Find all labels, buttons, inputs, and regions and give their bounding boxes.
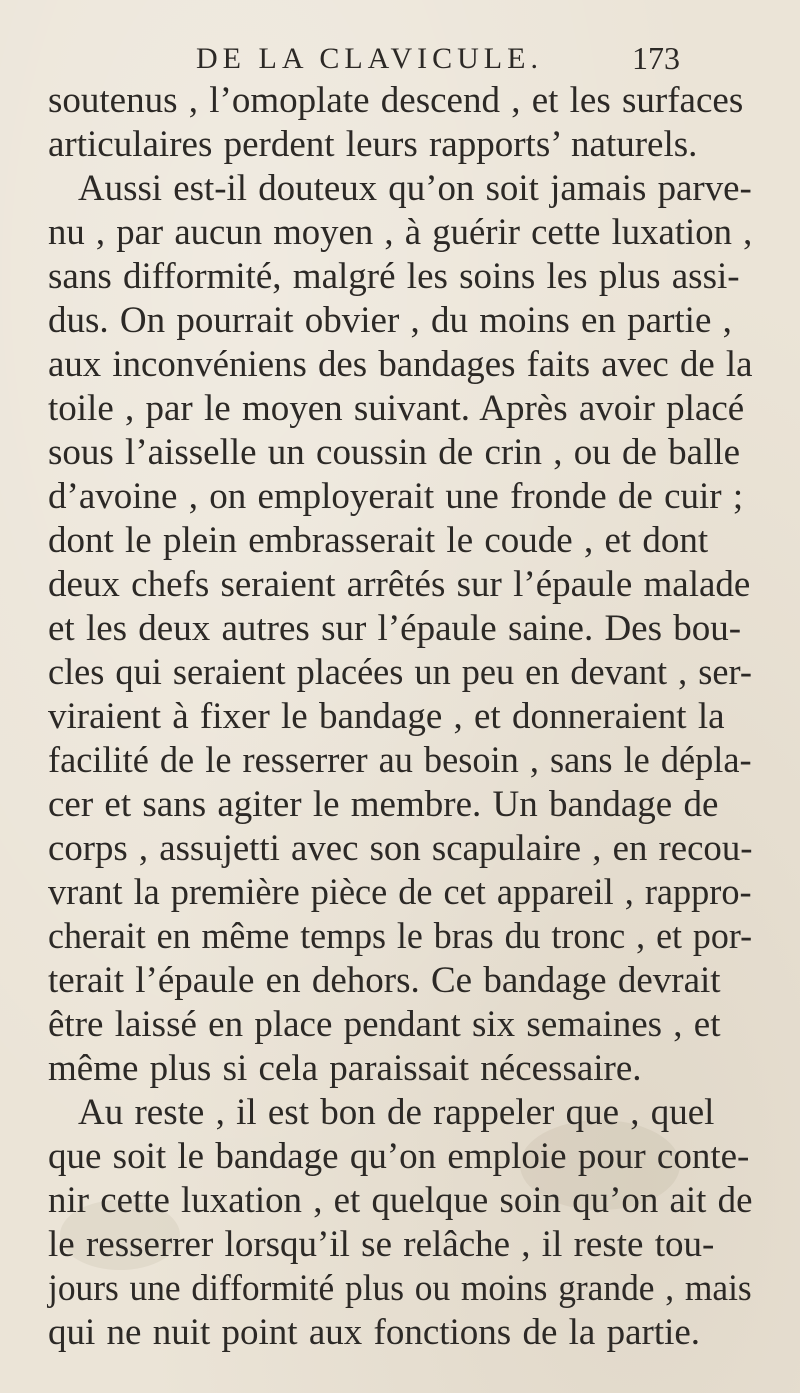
text-line: et les deux autres sur l’épaule saine. Des bou-	[48, 608, 742, 649]
text-line: cles qui seraient placées un peu en devant , ser-	[48, 652, 752, 693]
text-line: cer et sans agiter le membre. Un bandage de	[48, 784, 719, 825]
page-number: 173	[632, 40, 680, 76]
text-line: sans difformité, malgré les soins les plus assi-	[48, 256, 740, 297]
running-title: DE LA CLAVICULE.	[196, 42, 543, 75]
text-line: d’avoine , on employerait une fronde de cuir ;	[48, 476, 744, 517]
text-line: qui ne nuit point aux fonctions de la partie.	[48, 1312, 701, 1353]
text-line: dont le plein embrasserait le coude , et dont	[48, 520, 709, 561]
text-line: Aussi est-il douteux qu’on soit jamais parve-	[78, 168, 752, 209]
text-line: viraient à fixer le bandage , et donneraient la	[48, 696, 725, 737]
text-line: vrant la première pièce de cet appareil , rappro-	[48, 872, 752, 913]
text-line: terait l’épaule en dehors. Ce bandage devrait	[48, 960, 721, 1001]
text-line: Au reste , il est bon de rappeler que , quel	[78, 1092, 715, 1133]
text-line: soutenus , l’omoplate descend , et les surfaces	[48, 80, 744, 121]
text-line: nir cette luxation , et quelque soin qu’on ait de	[48, 1180, 753, 1221]
text-line: le resserrer lorsqu’il se relâche , il reste tou-	[48, 1224, 715, 1265]
text-line: être laissé en place pendant six semaines , et	[48, 1004, 721, 1045]
running-head	[0, 36, 800, 80]
text-line: jours une difformité plus ou moins grande , mais	[48, 1268, 752, 1309]
text-line: articulaires perdent leurs rapports’ naturels.	[48, 124, 698, 165]
text-line: corps , assujetti avec son scapulaire , en recou-	[48, 828, 753, 869]
text-line: deux chefs seraient arrêtés sur l’épaule malade	[48, 564, 751, 605]
text-line: aux inconvéniens des bandages faits avec de la	[48, 344, 753, 385]
text-line: même plus si cela paraissait nécessaire.	[48, 1048, 642, 1089]
text-line: facilité de le resserrer au besoin , sans le dépla-	[48, 740, 752, 781]
text-line: toile , par le moyen suivant. Après avoir placé	[48, 388, 745, 429]
text-line: dus. On pourrait obvier , du moins en partie ,	[48, 300, 732, 341]
text-line: sous l’aisselle un coussin de crin , ou de balle	[48, 432, 741, 473]
text-line: que soit le bandage qu’on emploie pour conte-	[48, 1136, 750, 1177]
text-line: nu , par aucun moyen , à guérir cette luxation ,	[48, 212, 753, 253]
text-line: cherait en même temps le bras du tronc , et por-	[48, 916, 753, 957]
